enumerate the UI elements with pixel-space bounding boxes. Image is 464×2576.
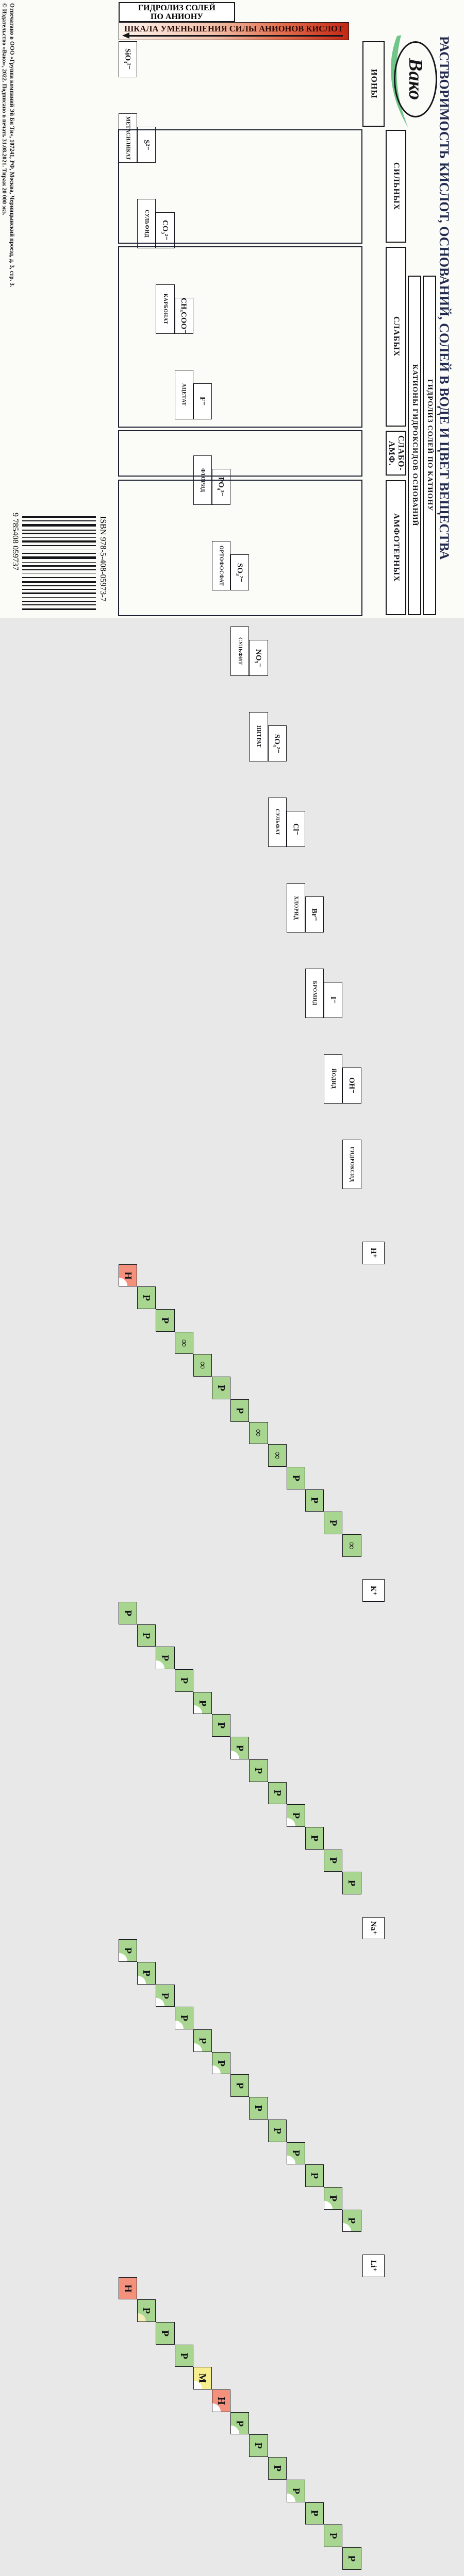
cation-group-box <box>386 431 406 476</box>
anion-formula: I⁻ <box>328 996 337 1004</box>
anion-formula-cell <box>137 127 156 163</box>
table-cell <box>249 2434 268 2457</box>
substance-color-swatch <box>119 1953 127 1961</box>
anion-formula-cell <box>193 383 212 419</box>
table-cell <box>193 2367 212 2389</box>
group-frame <box>118 480 362 616</box>
cation-group-box <box>386 247 406 427</box>
acid-strength-scale-bar <box>119 22 349 40</box>
solubility-symbol: Р <box>159 1992 171 1999</box>
solubility-symbol: Р <box>346 1879 358 1887</box>
table-cell <box>249 1759 268 1782</box>
table-cell <box>305 2502 324 2525</box>
group-frame <box>118 430 362 477</box>
table-cell <box>342 1534 361 1557</box>
scale-bar-label: ШКАЛА УМЕНЬШЕНИЯ СИЛЫ АНИОНОВ КИСЛОТ <box>124 24 343 33</box>
solubility-symbol: М <box>196 2373 208 2383</box>
solubility-symbol: Р <box>309 1835 321 1841</box>
anion-name-cell <box>175 370 193 419</box>
table-cell <box>268 1444 287 1467</box>
anion-name: СУЛЬФИД <box>143 210 150 238</box>
anion-formula-cell <box>268 725 287 761</box>
anion-name-cell <box>324 1054 342 1104</box>
table-cell <box>287 2480 305 2502</box>
solubility-symbol: Р <box>290 2150 302 2157</box>
table-cell <box>193 1354 212 1377</box>
table-cell <box>137 1962 156 1985</box>
solubility-symbol: Р <box>309 2172 321 2179</box>
cations-of-hydroxides-label: КАТИОНЫ ГИДРОКСИДОВ ОСНОВАНИЙ <box>411 364 419 527</box>
anion-name-cell <box>287 883 305 933</box>
anion-formula: OH⁻ <box>347 1077 356 1094</box>
table-cell <box>156 1309 174 1332</box>
cation-label: К⁺ <box>369 1585 377 1596</box>
imprint-line-1: © Издательство «Вако», 2022. Подписано в печать 31.08.2021. Тираж 20 000 экз. <box>1 3 7 215</box>
substance-color-swatch <box>343 2223 351 2231</box>
table-cell <box>193 2029 212 2052</box>
solubility-symbol: Р <box>234 2082 246 2089</box>
table-cell <box>212 2052 230 2075</box>
table-cell <box>230 1399 249 1422</box>
anion-formula: Cl⁻ <box>291 823 300 835</box>
solubility-symbol: Р <box>159 1655 171 1662</box>
anion-formula-cell <box>305 896 324 933</box>
anion-formula-cell <box>342 1067 361 1104</box>
table-cell <box>212 2389 230 2412</box>
solubility-symbol: Р <box>290 1475 302 1481</box>
table-cell <box>175 1332 193 1354</box>
cations-of-hydroxides-box <box>408 276 421 615</box>
anion-name: НИТРАТ <box>255 725 261 748</box>
solubility-symbol: ∞ <box>196 1362 208 1369</box>
anion-formula: NO₃⁻ <box>254 649 262 667</box>
anion-formula: Br⁻ <box>310 908 319 921</box>
anion-formula-cell <box>249 640 268 676</box>
substance-color-swatch <box>287 2494 295 2502</box>
cation-label: Na⁺ <box>369 1921 377 1935</box>
table-cell <box>287 2142 305 2165</box>
anion-formula: PO₄³⁻ <box>217 477 225 497</box>
cation-cell <box>362 1579 385 1602</box>
anion-formula-cell <box>324 982 342 1018</box>
table-cell <box>324 2524 342 2547</box>
table-cell <box>212 1377 230 1399</box>
ions-corner-cell <box>362 41 385 127</box>
solubility-symbol: Р <box>290 1812 302 1819</box>
table-cell <box>268 2457 287 2480</box>
anion-formula-cell <box>230 554 249 590</box>
table-cell <box>175 2007 193 2029</box>
hydrolysis-by-anion-header <box>119 2 235 22</box>
barcode-digits: 9 785408 059737 <box>11 513 20 570</box>
solubility-symbol: Р <box>271 2465 283 2472</box>
group-frame <box>118 246 362 428</box>
substance-color-swatch <box>231 2426 239 2434</box>
anion-name-cell <box>119 113 137 163</box>
solubility-symbol: Р <box>159 2330 171 2336</box>
anion-name: ОРТОФОСФАТ <box>218 545 224 586</box>
anion-name: ХЛОРИД <box>293 895 299 920</box>
solubility-symbol: Р <box>141 1632 153 1639</box>
table-cell <box>342 2210 361 2232</box>
isbn-label: ISBN 978-5-408-05973-7 <box>98 516 107 602</box>
anion-name-cell <box>137 199 156 248</box>
table-cell <box>268 2120 287 2142</box>
anion-name: БРОМИД <box>311 981 318 1006</box>
anion-name-cell <box>193 455 212 505</box>
solubility-symbol: Р <box>290 2487 302 2494</box>
page-title: РАСТВОРИМОСТЬ КИСЛОТ, ОСНОВАНИЙ, СОЛЕЙ В ВОДЕ И ЦВЕТ ВЕЩЕСТВА <box>437 36 452 560</box>
solubility-symbol: ∞ <box>346 1541 358 1549</box>
table-cell <box>305 2164 324 2187</box>
table-cell <box>342 1872 361 1894</box>
anion-name-cell <box>212 541 230 590</box>
anion-formula: F⁻ <box>198 397 207 406</box>
substance-color-swatch <box>287 2156 295 2164</box>
solubility-symbol: Р <box>253 2105 264 2112</box>
anion-name-cell <box>249 712 268 761</box>
solubility-symbol: Р <box>141 2308 153 2314</box>
solubility-symbol: Р <box>327 1857 339 1864</box>
solubility-symbol: Н <box>122 2284 134 2293</box>
substance-color-swatch <box>156 1660 164 1669</box>
table-cell <box>175 2345 193 2367</box>
barcode-bars <box>22 516 96 612</box>
table-cell <box>156 1985 174 2007</box>
cation-cell <box>362 1917 385 1940</box>
solubility-symbol: Р <box>122 1609 134 1616</box>
anion-name: СУЛЬФИТ <box>237 637 243 665</box>
solubility-symbol: Р <box>253 1767 264 1774</box>
table-cell <box>212 1714 230 1737</box>
solubility-symbol: Р <box>178 1677 190 1684</box>
solubility-symbol: Р <box>346 2555 358 2562</box>
table-cell <box>324 1850 342 1872</box>
solubility-symbol: ∞ <box>178 1339 190 1347</box>
table-cell <box>249 1422 268 1445</box>
table-cell <box>137 2299 156 2322</box>
solubility-symbol: Р <box>327 2532 339 2539</box>
solubility-symbol: Р <box>309 1497 321 1504</box>
anion-name-cell <box>342 1140 361 1189</box>
hydrolysis-by-cation-box <box>423 276 436 615</box>
solubility-symbol: Р <box>216 1384 227 1392</box>
table-cell <box>324 1512 342 1534</box>
logo-text: Вако <box>405 58 426 100</box>
solubility-symbol: Р <box>178 2352 190 2359</box>
table-cell <box>305 1827 324 1850</box>
anion-formula-cell <box>119 41 137 77</box>
anion-formula-cell <box>156 212 174 248</box>
table-cell <box>230 1737 249 1759</box>
solubility-symbol: Р <box>141 1970 153 1976</box>
solubility-symbol: Р <box>253 2443 264 2449</box>
anion-formula: SO₄²⁻ <box>273 734 281 753</box>
table-cell <box>137 1624 156 1647</box>
solubility-symbol: Н <box>216 2397 227 2405</box>
substance-color-swatch <box>287 1818 295 1826</box>
table-cell <box>230 2412 249 2435</box>
solubility-symbol: Р <box>196 1700 208 1706</box>
table-cell <box>342 2547 361 2570</box>
anion-formula-cell <box>287 811 305 847</box>
cation-group-label: АМФОТЕРНЫХ <box>392 513 401 582</box>
solubility-symbol: ∞ <box>253 1429 264 1437</box>
table-cell <box>249 2097 268 2120</box>
table-cell <box>137 1286 156 1309</box>
cation-label: Li⁺ <box>369 2260 377 2272</box>
anion-name: СУЛЬФАТ <box>274 809 280 836</box>
anion-name-cell <box>156 284 174 334</box>
table-cell <box>156 1647 174 1669</box>
table-cell <box>324 2187 342 2210</box>
anion-name: КАРБОНАТ <box>162 294 168 325</box>
hydrolysis-by-anion-line1: ГИДРОЛИЗ СОЛЕЙ <box>138 3 216 12</box>
solubility-symbol: Р <box>234 1744 246 1752</box>
imprint-line-2: Отпечатано в ООО «Группа компаний Эй Би Ти», 107241, РФ, Москва, Черницынский проезд, д. 3, стр. 3. <box>9 3 15 287</box>
cation-group-box <box>386 480 406 615</box>
substance-color-swatch <box>231 1751 239 1759</box>
table-cell <box>230 2074 249 2097</box>
substance-color-swatch <box>212 2065 221 2074</box>
anion-name: АЦЕТАТ <box>181 383 187 406</box>
anion-formula: CO₃²⁻ <box>160 220 169 241</box>
table-cell <box>193 1692 212 1715</box>
solubility-symbol: Р <box>234 1407 246 1414</box>
table-cell <box>119 1602 137 1624</box>
anion-formula-cell <box>175 298 193 334</box>
substance-color-swatch <box>138 1976 146 1984</box>
solubility-symbol: Р <box>271 1790 283 1797</box>
solubility-symbol: Н <box>122 1271 134 1280</box>
anion-name-cell <box>230 626 249 676</box>
cation-label: Н⁺ <box>369 1248 377 1258</box>
cation-group-label: СЛАБО- АМФ. <box>387 435 405 471</box>
hydrolysis-by-cation-label: ГИДРОЛИЗ СОЛЕЙ ПО КАТИОНУ <box>426 379 434 512</box>
anion-formula: SiO₃²⁻ <box>123 48 132 70</box>
substance-color-swatch <box>194 1705 202 1714</box>
solubility-symbol: Р <box>216 2060 227 2066</box>
solubility-symbol: Р <box>122 1947 134 1954</box>
solubility-symbol: Р <box>216 1722 227 1729</box>
substance-color-swatch <box>156 1998 164 2006</box>
solubility-symbol: Р <box>309 2510 321 2517</box>
table-cell <box>175 1669 193 1692</box>
anion-name: ЙОДИД <box>330 1069 336 1089</box>
anion-name: ФТОРИД <box>200 468 206 493</box>
anion-name: МЕТАСИЛИКАТ <box>125 116 131 160</box>
substance-color-swatch <box>138 2313 146 2321</box>
anion-formula: S²⁻ <box>142 139 151 150</box>
table-cell <box>305 1489 324 1512</box>
substance-color-swatch <box>194 2043 202 2052</box>
substance-color-swatch <box>175 2021 184 2029</box>
substance-color-swatch <box>324 2201 333 2209</box>
hydrolysis-by-anion-line2: ПО АНИОНУ <box>151 12 203 21</box>
solubility-symbol: Р <box>327 1519 339 1527</box>
table-cell <box>268 1782 287 1805</box>
table-cell <box>287 1467 305 1489</box>
solubility-symbol: ∞ <box>271 1451 283 1460</box>
anion-name-cell <box>305 969 324 1018</box>
solubility-symbol: Р <box>196 2037 208 2044</box>
table-cell <box>119 1264 137 1287</box>
table-cell <box>119 1939 137 1962</box>
cation-group-label: СИЛЬНЫХ <box>392 162 401 210</box>
anion-name-cell <box>268 798 287 847</box>
solubility-symbol: Р <box>346 2217 358 2224</box>
solubility-symbol: Р <box>234 2420 246 2427</box>
cation-group-box <box>386 130 406 243</box>
cation-cell <box>362 1242 385 1264</box>
ions-corner-label: ИОНЫ <box>369 69 378 99</box>
solubility-symbol: Р <box>159 1317 171 1324</box>
anion-formula-cell <box>212 469 230 505</box>
anion-formula: CH₃COO⁻ <box>179 298 188 334</box>
table-cell <box>156 2322 174 2345</box>
table-cell <box>287 1804 305 1827</box>
table-cell <box>119 2277 137 2300</box>
solubility-symbol: Р <box>327 2195 339 2201</box>
anion-formula: SO₃²⁻ <box>235 563 244 582</box>
solubility-symbol: Р <box>271 2127 283 2134</box>
solubility-symbol: Р <box>141 1295 153 1301</box>
solubility-symbol: Р <box>178 2015 190 2022</box>
cation-group-label: СЛАБЫХ <box>392 316 401 357</box>
anion-name: ГИДРОКСИД <box>349 1146 355 1182</box>
cation-cell <box>362 2255 385 2277</box>
